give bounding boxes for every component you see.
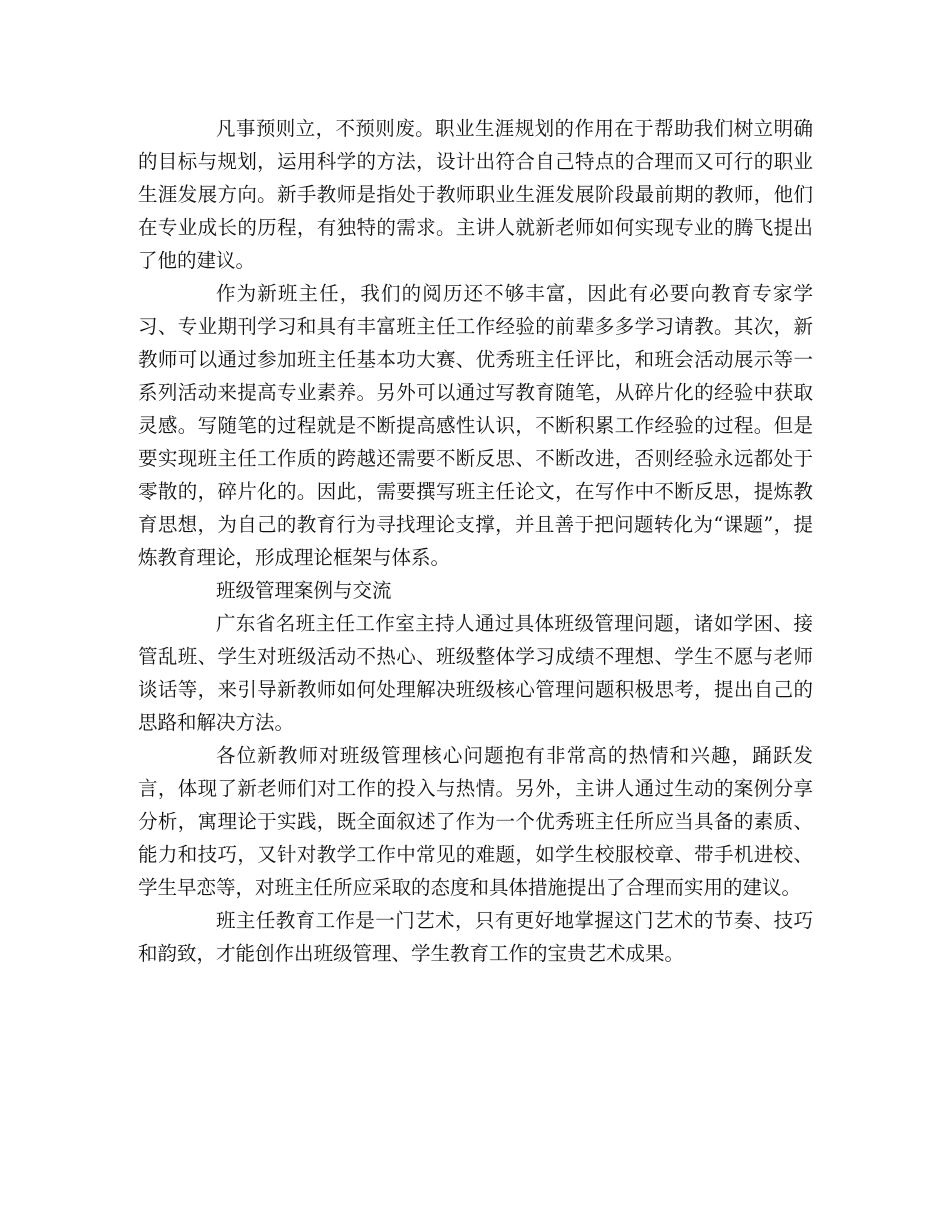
section-heading-class-management: 班级管理案例与交流 xyxy=(216,579,392,602)
paragraph-conclusion: 班主任教育工作是一门艺术，只有更好地掌握这门艺术的节奏、技巧和韵致，才能创作出班级管理、学生教育工作的宝贵艺术成果。 xyxy=(138,909,813,965)
paragraph-career-planning: 凡事预则立，不预则废。职业生涯规划的作用在于帮助我们树立明确的目标与规划，运用科学的方法，设计出符合自己特点的合理而又可行的职业生涯发展方向。新手教师是指处于教师职业生涯发展阶段最前期的教师，他们在专业成长的历程，有独特的需求。主讲人就新老师如何实现专业的腾飞提出了他的建议。 xyxy=(138,117,813,272)
paragraph-teacher-discussion: 各位新教师对班级管理核心问题抱有非常高的热情和兴趣，踊跃发言，体现了新老师们对工作的投入与热情。另外，主讲人通过生动的案例分享分析，寓理论于实践，既全面叙述了作为一个优秀班主任所应当具备的素质、能力和技巧，又针对教学工作中常见的难题，如学生校服校章、带手机进校、学生早恋等，对班主任所应采取的态度和具体措施提出了合理而实用的建议。 xyxy=(138,744,813,899)
paragraph-new-head-teacher: 作为新班主任，我们的阅历还不够丰富，因此有必要向教育专家学习、专业期刊学习和具有丰富班主任工作经验的前辈多多学习请教。其次，新教师可以通过参加班主任基本功大赛、优秀班主任评比，和班会活动展示等一系列活动来提高专业素养。另外可以通过写教育随笔，从碎片化的经验中获取灵感。写随笔的过程就是不断提高感性认识，不断积累工作经验的过程。但是要实现班主任工作质的跨越还需要不断反思、不断改进，否则经验永远都处于零散的，碎片化的。因此，需要撰写班主任论文，在写作中不断反思，提炼教育思想，为自己的教育行为寻找理论支撑，并且善于把问题转化为“课题”，提炼教育理论，形成理论框架与体系。 xyxy=(138,282,813,569)
document-body xyxy=(138,112,813,970)
paragraph-studio-host: 广东省名班主任工作室主持人通过具体班级管理问题，诸如学困、接管乱班、学生对班级活动不热心、班级整体学习成绩不理想、学生不愿与老师谈话等，来引导新教师如何处理解决班级核心管理问题积极思考，提出自己的思路和解决方法。 xyxy=(138,612,813,734)
